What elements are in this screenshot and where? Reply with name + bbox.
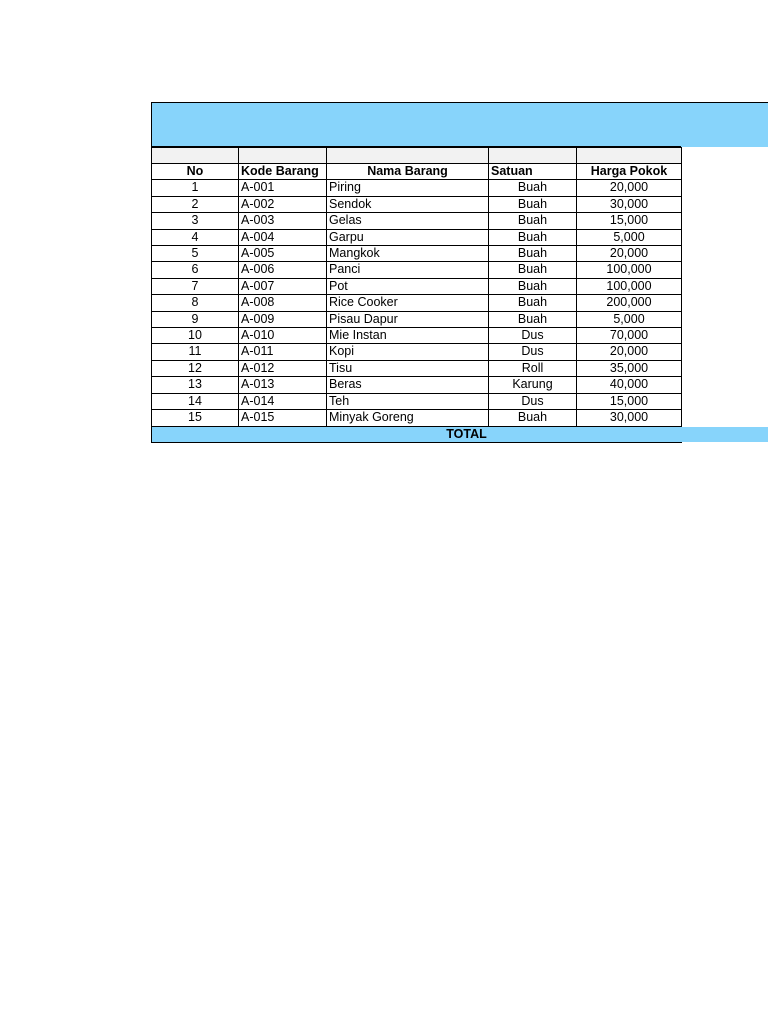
cell-nama-barang[interactable]: Panci [327,262,489,278]
cell-kode-barang[interactable]: A-008 [239,295,327,311]
cell-no[interactable]: 4 [152,229,239,245]
cell-nama-barang[interactable]: Tisu [327,360,489,376]
cell-satuan[interactable]: Buah [489,295,577,311]
cell-nama-barang[interactable]: Pisau Dapur [327,311,489,327]
cell-kode-barang[interactable]: A-009 [239,311,327,327]
cell-no[interactable]: 13 [152,377,239,393]
cell-kode-barang[interactable]: A-005 [239,246,327,262]
cell-no[interactable]: 12 [152,360,239,376]
total-label: TOTAL [446,427,487,441]
blank-cell[interactable] [489,148,577,164]
cell-no[interactable]: 15 [152,410,239,426]
cell-no[interactable]: 11 [152,344,239,360]
cell-satuan[interactable]: Buah [489,246,577,262]
cell-nama-barang[interactable]: Piring [327,180,489,196]
cell-harga-pokok[interactable]: 100,000 [577,262,682,278]
cell-no[interactable]: 2 [152,196,239,212]
header-no[interactable]: No [152,164,239,180]
cell-no[interactable]: 8 [152,295,239,311]
table-row [152,311,682,327]
cell-kode-barang[interactable]: A-015 [239,410,327,426]
cell-nama-barang[interactable]: Beras [327,377,489,393]
cell-satuan[interactable]: Buah [489,262,577,278]
table-row [152,360,682,376]
table-row [152,344,682,360]
cell-harga-pokok[interactable]: 20,000 [577,344,682,360]
blank-cell[interactable] [239,148,327,164]
table-row [152,393,682,409]
title-banner[interactable] [151,102,768,147]
cell-satuan[interactable]: Dus [489,328,577,344]
cell-harga-pokok[interactable]: 15,000 [577,213,682,229]
cell-kode-barang[interactable]: A-002 [239,196,327,212]
cell-no[interactable]: 6 [152,262,239,278]
table-row [152,377,682,393]
cell-no[interactable]: 9 [152,311,239,327]
cell-no[interactable]: 3 [152,213,239,229]
header-harga-pokok[interactable]: Harga Pokok [577,164,682,180]
cell-harga-pokok[interactable]: 5,000 [577,311,682,327]
cell-nama-barang[interactable]: Mangkok [327,246,489,262]
table-row [152,328,682,344]
table-row [152,213,682,229]
header-kode-barang[interactable]: Kode Barang [239,164,327,180]
cell-kode-barang[interactable]: A-011 [239,344,327,360]
cell-nama-barang[interactable]: Pot [327,278,489,294]
items-table [151,147,682,427]
cell-nama-barang[interactable]: Minyak Goreng [327,410,489,426]
cell-satuan[interactable]: Dus [489,393,577,409]
cell-satuan[interactable]: Buah [489,410,577,426]
table-row [152,410,682,426]
cell-nama-barang[interactable]: Gelas [327,213,489,229]
header-nama-barang[interactable]: Nama Barang [327,164,489,180]
cell-harga-pokok[interactable]: 200,000 [577,295,682,311]
table-row [152,278,682,294]
cell-no[interactable]: 14 [152,393,239,409]
cell-satuan[interactable]: Karung [489,377,577,393]
table-row [152,295,682,311]
cell-harga-pokok[interactable]: 30,000 [577,196,682,212]
cell-harga-pokok[interactable]: 30,000 [577,410,682,426]
cell-harga-pokok[interactable]: 70,000 [577,328,682,344]
cell-harga-pokok[interactable]: 20,000 [577,180,682,196]
cell-satuan[interactable]: Roll [489,360,577,376]
table-row [152,246,682,262]
cell-harga-pokok[interactable]: 40,000 [577,377,682,393]
cell-satuan[interactable]: Buah [489,229,577,245]
cell-satuan[interactable]: Buah [489,196,577,212]
blank-row [152,148,682,164]
cell-harga-pokok[interactable]: 20,000 [577,246,682,262]
cell-kode-barang[interactable]: A-012 [239,360,327,376]
cell-kode-barang[interactable]: A-014 [239,393,327,409]
table-row [152,262,682,278]
blank-cell[interactable] [577,148,682,164]
cell-no[interactable]: 7 [152,278,239,294]
cell-harga-pokok[interactable]: 15,000 [577,393,682,409]
total-row-border [151,442,682,443]
cell-nama-barang[interactable]: Rice Cooker [327,295,489,311]
cell-kode-barang[interactable]: A-001 [239,180,327,196]
table-row [152,180,682,196]
cell-no[interactable]: 5 [152,246,239,262]
table-row [152,196,682,212]
table-row [152,229,682,245]
cell-no[interactable]: 1 [152,180,239,196]
cell-kode-barang[interactable]: A-004 [239,229,327,245]
cell-nama-barang[interactable]: Sendok [327,196,489,212]
cell-satuan[interactable]: Dus [489,344,577,360]
cell-satuan[interactable]: Buah [489,213,577,229]
cell-kode-barang[interactable]: A-006 [239,262,327,278]
cell-nama-barang[interactable]: Garpu [327,229,489,245]
cell-nama-barang[interactable]: Kopi [327,344,489,360]
header-satuan[interactable]: Satuan [489,164,577,180]
cell-harga-pokok[interactable]: 100,000 [577,278,682,294]
cell-kode-barang[interactable]: A-003 [239,213,327,229]
cell-satuan[interactable]: Buah [489,180,577,196]
cell-nama-barang[interactable]: Teh [327,393,489,409]
cell-kode-barang[interactable]: A-013 [239,377,327,393]
cell-satuan[interactable]: Buah [489,278,577,294]
cell-harga-pokok[interactable]: 5,000 [577,229,682,245]
header-row [152,164,682,180]
cell-kode-barang[interactable]: A-010 [239,328,327,344]
cell-no[interactable]: 10 [152,328,239,344]
blank-cell[interactable] [327,148,489,164]
cell-kode-barang[interactable]: A-007 [239,278,327,294]
blank-cell[interactable] [152,148,239,164]
cell-harga-pokok[interactable]: 35,000 [577,360,682,376]
cell-nama-barang[interactable]: Mie Instan [327,328,489,344]
cell-satuan[interactable]: Buah [489,311,577,327]
